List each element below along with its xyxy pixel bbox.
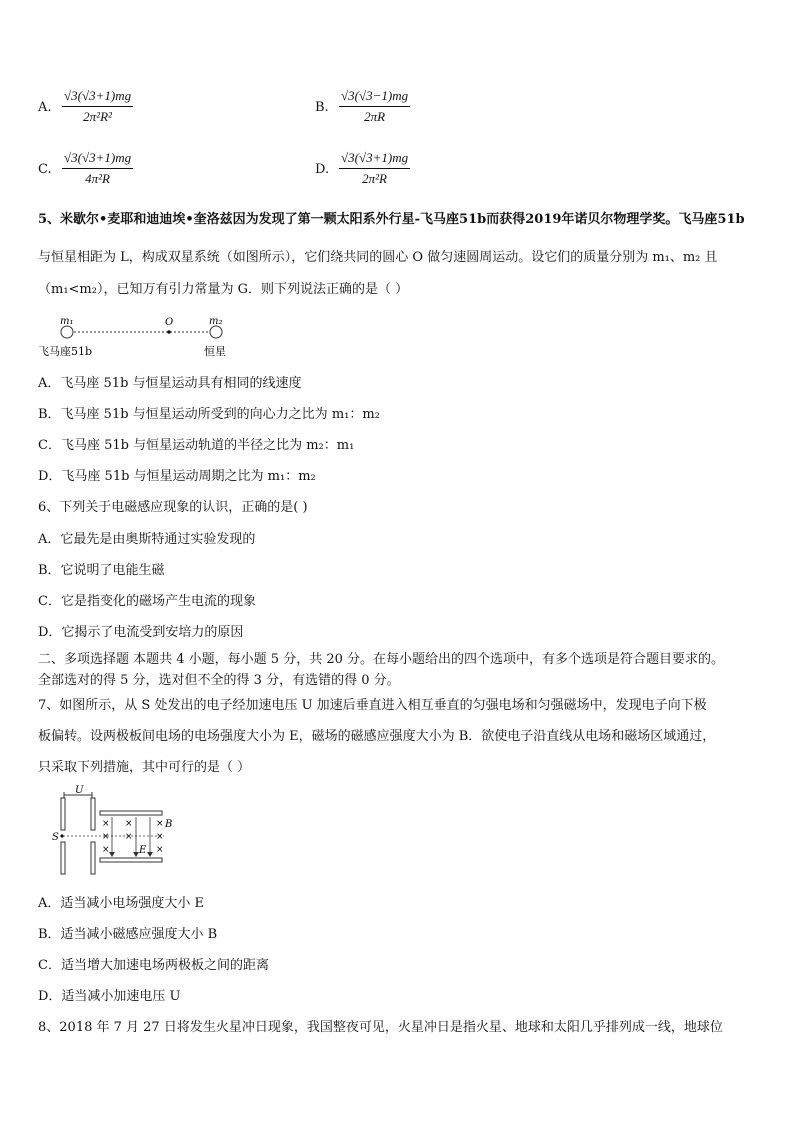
q5-stem-line-2: 与恒星相距为 L，构成双星系统（如图所示），它们绕共同的圆心 O 做匀速圆周运动。设它们的质量分别为 m₁、m₂ 且 <box>38 250 718 265</box>
u-label: U <box>75 785 84 796</box>
q8-stem-line-1: 8、2018 年 7 月 27 日将发生火星冲日现象，我国整夜可见，火星冲日是指火星、地球和太阳几乎排列成一线，地球位 <box>38 1020 723 1035</box>
q6-stem: 6、下列关于电磁感应现象的认识，正确的是( ) <box>38 500 308 515</box>
q7-option-b: B．适当减小磁感应强度大小 B <box>38 927 218 942</box>
q7-option-a: A．适当减小电场强度大小 E <box>38 896 205 911</box>
q5-stem-line-3: （m₁<m₂），已知万有引力常量为 G．则下列说法正确的是（ ） <box>38 282 409 297</box>
q6-option-d: D．它揭示了电流受到安培力的原因 <box>38 625 244 640</box>
q5-option-c: C．飞马座 51b 与恒星运动轨道的半径之比为 m₂：m₁ <box>38 438 355 453</box>
fraction-denominator: 2π²R <box>362 171 387 186</box>
option-c-fraction <box>62 150 133 187</box>
fraction-denominator: 2π²R² <box>83 109 112 124</box>
option-a-label: A. <box>38 100 52 115</box>
b-field-cross: × <box>156 832 164 842</box>
plate-right-top <box>91 798 95 830</box>
planet-circle <box>61 326 73 338</box>
option-b-label: B. <box>315 100 329 115</box>
binary-star-diagram <box>34 314 254 362</box>
b-field-cross: × <box>102 845 110 855</box>
q7-stem-line-2: 板偏转。设两极板间电场的电场强度大小为 E，磁场的磁感应强度大小为 B．欲使电子沿直线从电场和磁场区域通过， <box>38 729 716 744</box>
q7-option-d: D．适当减小加速电压 U <box>38 989 181 1004</box>
o-label: O <box>165 317 174 328</box>
b-field-cross: × <box>125 832 133 842</box>
plate-left-top <box>61 798 65 830</box>
q5-option-d: D．飞马座 51b 与恒星运动周期之比为 m₁：m₂ <box>38 469 316 484</box>
velocity-selector-diagram <box>46 784 186 880</box>
star-circle <box>210 326 222 338</box>
plate-left-bottom <box>61 842 65 874</box>
q6-option-c: C．它是指变化的磁场产生电流的现象 <box>38 594 256 609</box>
q5-option-b: B．飞马座 51b 与恒星运动所受到的向心力之比为 m₁：m₂ <box>38 407 380 422</box>
q7-stem-line-3: 只采取下列措施，其中可行的是（ ） <box>38 760 251 775</box>
fraction-denominator: 4π²R <box>85 171 110 186</box>
e-label: E <box>139 845 147 856</box>
fraction-numerator: √3(√3−1)mg <box>339 88 410 107</box>
field-arrowhead-3 <box>147 852 153 857</box>
planet-name: 飞马座51b <box>38 345 93 358</box>
q5-stem-line-1: 5、米歇尔•麦耶和迪迪埃•奎洛兹因为发现了第一颗太阳系外行星-飞马座51b而获得2019年诺贝尔物理学奖。飞马座51b <box>38 212 745 227</box>
plate-right-bottom <box>91 842 95 874</box>
center-point <box>167 330 171 334</box>
b-field-cross: × <box>156 819 164 829</box>
b-field-cross: × <box>102 832 110 842</box>
option-b-fraction <box>339 88 410 125</box>
q6-option-b: B．它说明了电能生磁 <box>38 563 165 578</box>
option-a-fraction <box>62 88 133 125</box>
section2-line-1: 二、多项选择题 本题共 4 小题，每小题 5 分，共 20 分。在每小题给出的四个选项中，有多个选项是符合题目要求的。 <box>38 652 725 667</box>
section2-line-2: 全部选对的得 5 分，选对但不全的得 3 分，有选错的得 0 分。 <box>38 673 400 688</box>
option-d-fraction <box>339 150 410 187</box>
field-arrowhead-1 <box>109 852 115 857</box>
s-label: S <box>52 832 59 843</box>
b-field-cross: × <box>125 819 133 829</box>
plate-upper <box>100 811 162 815</box>
m2-label: m₂ <box>209 316 223 327</box>
b-label: B <box>165 819 173 830</box>
option-c-label: C. <box>38 162 52 177</box>
plate-lower <box>100 858 162 862</box>
q7-option-c: C．适当增大加速电场两极板之间的距离 <box>38 958 269 973</box>
b-field-cross: × <box>102 819 110 829</box>
fraction-numerator: √3(√3+1)mg <box>62 150 133 169</box>
m1-label: m₁ <box>60 316 74 327</box>
q6-option-a: A．它最先是由奥斯特通过实验发现的 <box>38 532 256 547</box>
star-name: 恒星 <box>204 345 226 358</box>
fraction-denominator: 2πR <box>364 109 386 124</box>
option-d-label: D. <box>315 162 330 177</box>
q5-option-a: A．飞马座 51b 与恒星运动具有相同的线速度 <box>38 376 302 391</box>
b-field-cross: × <box>156 845 164 855</box>
fraction-numerator: √3(√3+1)mg <box>62 88 133 107</box>
fraction-numerator: √3(√3+1)mg <box>339 150 410 169</box>
q7-stem-line-1: 7、如图所示，从 S 处发出的电子经加速电压 U 加速后垂直进入相互垂直的匀强电场和匀强磁场中，发现电子向下极 <box>38 698 707 713</box>
